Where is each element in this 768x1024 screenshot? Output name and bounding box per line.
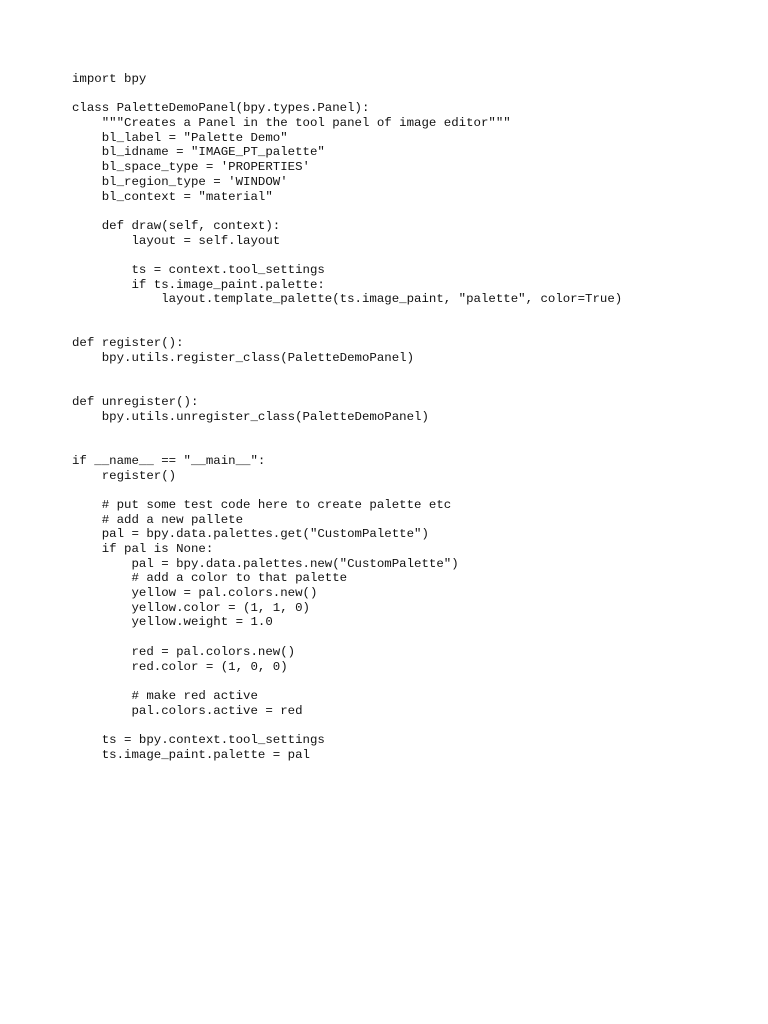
- code-line: bl_idname = "IMAGE_PT_palette": [72, 145, 325, 160]
- code-line: bl_space_type = 'PROPERTIES': [72, 160, 310, 175]
- code-line: bl_context = "material": [72, 189, 273, 204]
- code-line: pal.colors.active = red: [72, 703, 303, 718]
- code-line: [72, 425, 752, 440]
- code-line: def register():: [72, 336, 184, 351]
- code-line: ts.image_paint.palette = pal: [72, 747, 310, 762]
- code-line: [72, 366, 752, 381]
- code-line: # put some test code here to create palette etc: [72, 497, 452, 512]
- code-line: pal = bpy.data.palettes.new("CustomPalette"): [72, 556, 459, 571]
- code-line: pal = bpy.data.palettes.get("CustomPalette"): [72, 527, 429, 542]
- code-line: [72, 630, 752, 645]
- code-line: [72, 380, 752, 395]
- code-line: [72, 248, 752, 263]
- code-line: [72, 439, 752, 454]
- code-line: def unregister():: [72, 395, 199, 410]
- code-line: yellow.weight = 1.0: [72, 615, 273, 630]
- code-line: # add a new pallete: [72, 512, 244, 527]
- code-line: register(): [72, 468, 177, 483]
- code-line: class PaletteDemoPanel(bpy.types.Panel):: [72, 101, 370, 116]
- code-line: # add a color to that palette: [72, 571, 348, 586]
- code-line: [72, 483, 752, 498]
- code-line: [72, 307, 752, 322]
- code-line: layout = self.layout: [72, 233, 281, 248]
- code-line: """Creates a Panel in the tool panel of image editor""": [72, 116, 511, 131]
- code-line: layout.template_palette(ts.image_paint, "palette", color=True): [72, 292, 623, 307]
- code-line: import bpy: [72, 72, 147, 86]
- code-line: bl_label = "Palette Demo": [72, 130, 288, 145]
- code-line: bl_region_type = 'WINDOW': [72, 174, 288, 189]
- code-line: if pal is None:: [72, 542, 214, 556]
- code-line: # make red active: [72, 688, 258, 703]
- code-line: yellow = pal.colors.new(): [72, 586, 318, 601]
- code-line: yellow.color = (1, 1, 0): [72, 600, 310, 615]
- code-line: bpy.utils.register_class(PaletteDemoPanel): [72, 351, 415, 366]
- code-line: [72, 204, 752, 219]
- code-line: [72, 674, 752, 689]
- code-line: def draw(self, context):: [72, 218, 281, 233]
- code-line: if __name__ == "__main__":: [72, 453, 266, 468]
- code-line: ts = bpy.context.tool_settings: [72, 732, 325, 747]
- code-line: if ts.image_paint.palette:: [72, 277, 325, 292]
- code-line: [72, 718, 752, 733]
- code-line: red.color = (1, 0, 0): [72, 659, 288, 674]
- code-document: [72, 72, 752, 762]
- code-line: [72, 87, 752, 102]
- code-line: bpy.utils.unregister_class(PaletteDemoPanel): [72, 409, 429, 424]
- code-line: [72, 322, 752, 337]
- code-line: red = pal.colors.new(): [72, 644, 296, 659]
- code-line: ts = context.tool_settings: [72, 262, 325, 277]
